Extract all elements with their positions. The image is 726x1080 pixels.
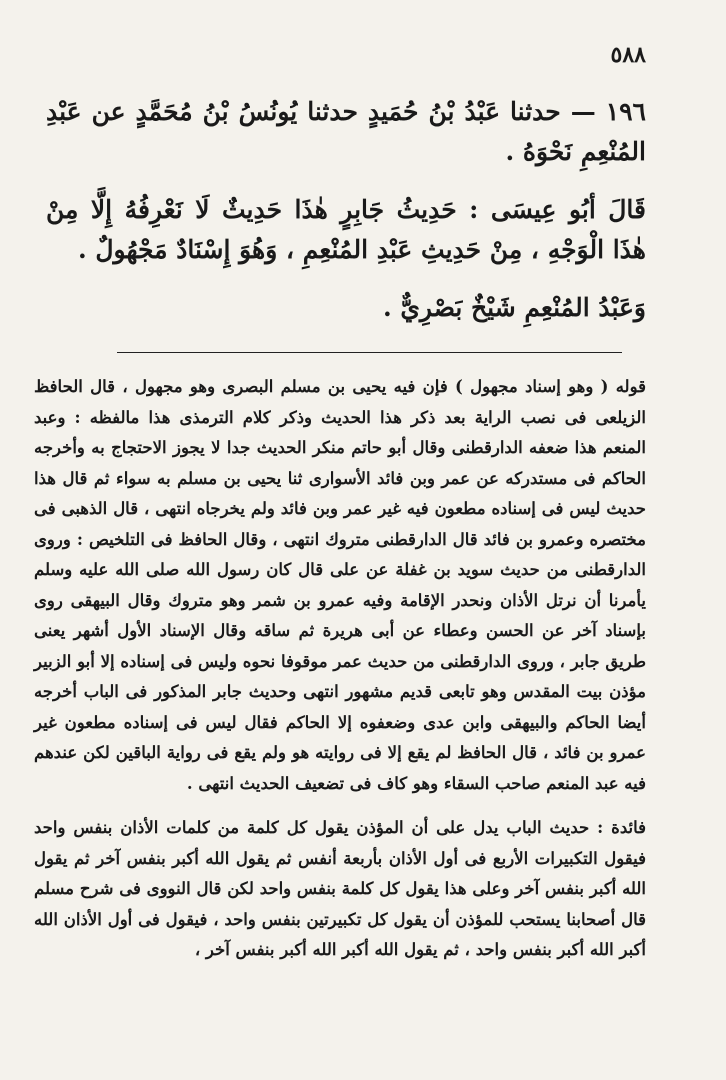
- commentary-paragraph-faida: فائدة : حديث الباب يدل على أن المؤذن يقول كل كلمة من كلمات الأذان بنفس واحد فيقول التكبيرات الأربع فى أول الأذان بأربعة أنفس ثم يقول الله أكبر بنفس آخر ثم يقول الله أكبر بنفس آخر وعلى هذا يقول كل كلمة بنفس واحد لكن قال النووى فى شرح مسلم قال أصحابنا يستحب للمؤذن أن يقول كل تكبيرتين بنفس واحد ، فيقول فى أول الأذان الله أكبر الله أكبر بنفس واحد ، ثم يقول الله أكبر الله أكبر بنفس آخر ،: [34, 818, 646, 959]
- hadith-line-abd-al-munim: وَعَبْدُ المُنْعِمِ شَيْخٌ بَصْرِيٌّ .: [382, 293, 646, 322]
- hadith-line-abu-isa: قَالَ أبُو عِيسَى : حَدِيثُ جَابِرٍ هٰذَا حَدِيثٌ لَا نَعْرِفُهُ إِلَّا مِنْ هٰذَا الْوَجْهِ ، مِنْ حَدِيثِ عَبْدِ المُنْعِمِ ، وَهُوَ إِسْنَادٌ مَجْهُولٌ .: [46, 195, 646, 264]
- page-number: ٥٨٨: [610, 42, 646, 68]
- hadith-line-chain: ١٩٦ — حدثنا عَبْدُ بْنُ حُمَيدٍ حدثنا يُونُسُ بْنُ مُحَمَّدٍ عن عَبْدِ المُنْعِمِ نَحْوَهُ .: [46, 97, 646, 166]
- footnote-divider: [117, 352, 622, 353]
- commentary-text: [34, 372, 646, 966]
- commentary-paragraph-isnad: قوله ( وهو إسناد مجهول ) فإن فيه يحيى بن مسلم البصرى وهو مجهول ، قال الحافظ الزيلعى فى نصب الراية بعد ذكر هذا الحديث وذكر كلام الترمذى هذا مالفظه : وعبد المنعم هذا ضعفه الدارقطنى وقال أبو حاتم منكر الحديث جدا لا يجوز الاحتجاج به وأخرجه الحاكم فى مستدركه عن عمر وبن فائد الأسوارى ثنا يحيى بن مسلم به سواء ثم قال هذا حديث ليس فى إسناده مطعون فيه غير عمر وبن فائد ولم يخرجاه انتهى ، قال الذهبى فى مختصره وعمرو بن فائد قال الدارقطنى متروك انتهى ، وقال الحافظ فى التلخيص : وروى الدارقطنى من حديث سويد بن غفلة عن على قال كان رسول الله صلى الله عليه وسلم يأمرنا أن نرتل الأذان ونحدر الإقامة وفيه عمرو بن شمر وهو متروك وقال البيهقى روى بإسناد آخر عن الحسن وعطاء عن أبى هريرة ثم ساقه وقال الإسناد الأول أشهر يعنى طريق جابر ، وروى الدارقطنى من حديث عمر موقوفا نحوه وليس فى إسناده إلا أبو الزبير مؤذن بيت المقدس وهو تابعى قديم مشهور انتهى وحديث جابر المذكور فى الباب أخرجه أيضا الحاكم والبيهقى وابن عدى وضعفوه إلا الحاكم فقال ليس فى إسناده مطعون غير عمرو بن فائد ، قال الحافظ لم يقع إلا فى روايته هو ولم يقع فى رواية الباقين لكن عندهم فيه عبد المنعم صاحب السقاء وهو كاف فى تضعيف الحديث انتهى .: [34, 377, 646, 793]
- hadith-text: [46, 92, 646, 346]
